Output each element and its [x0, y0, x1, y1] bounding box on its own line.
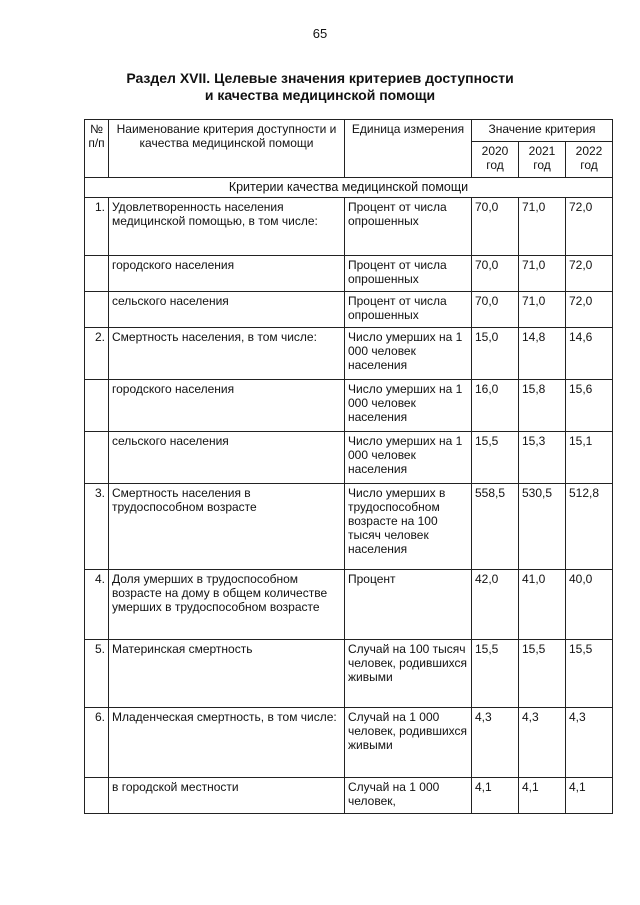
row-num: [85, 778, 109, 814]
row-value-2021: 4,1: [519, 778, 566, 814]
row-name: в городской местности: [109, 778, 345, 814]
row-value-2022: 4,1: [566, 778, 613, 814]
row-value-2020: 15,5: [472, 640, 519, 708]
row-name: городского населения: [109, 256, 345, 292]
row-value-2020: 70,0: [472, 256, 519, 292]
row-value-2022: 512,8: [566, 484, 613, 570]
page-number: 65: [312, 26, 328, 41]
row-value-2020: 16,0: [472, 380, 519, 432]
table-row: [85, 484, 613, 570]
row-value-2021: 4,3: [519, 708, 566, 778]
row-unit: Число умерших на 1 000 человек населения: [345, 380, 472, 432]
row-value-2022: 15,6: [566, 380, 613, 432]
row-value-2021: 15,3: [519, 432, 566, 484]
row-num: 4.: [85, 570, 109, 640]
row-value-2022: 15,1: [566, 432, 613, 484]
row-unit: Процент от числа опрошенных: [345, 292, 472, 328]
row-value-2021: 15,5: [519, 640, 566, 708]
table-row: [85, 640, 613, 708]
row-name: Смертность населения, в том числе:: [109, 328, 345, 380]
header-name: Наименование критерия доступности и качества медицинской помощи: [109, 120, 345, 178]
row-num: 1.: [85, 198, 109, 256]
row-value-2022: 72,0: [566, 292, 613, 328]
row-value-2021: 71,0: [519, 198, 566, 256]
row-value-2022: 14,6: [566, 328, 613, 380]
row-value-2020: 4,1: [472, 778, 519, 814]
row-num: [85, 292, 109, 328]
row-num: [85, 380, 109, 432]
row-value-2020: 4,3: [472, 708, 519, 778]
row-value-2022: 40,0: [566, 570, 613, 640]
table-row: [85, 778, 613, 814]
row-name: Материнская смертность: [109, 640, 345, 708]
table-row: [85, 292, 613, 328]
row-unit: Случай на 1 000 человек, родившихся живыми: [345, 708, 472, 778]
row-name: Смертность населения в трудоспособном возрасте: [109, 484, 345, 570]
row-num: 2.: [85, 328, 109, 380]
row-num: 5.: [85, 640, 109, 708]
header-unit: Единица измерения: [345, 120, 472, 178]
row-unit: Процент от числа опрошенных: [345, 198, 472, 256]
row-value-2020: 70,0: [472, 198, 519, 256]
row-num: [85, 432, 109, 484]
row-num: [85, 256, 109, 292]
section-title: [0, 70, 640, 104]
row-value-2022: 72,0: [566, 256, 613, 292]
row-value-2021: 41,0: [519, 570, 566, 640]
row-value-2022: 15,5: [566, 640, 613, 708]
row-name: Удовлетворенность населения медицинской помощью, в том числе:: [109, 198, 345, 256]
row-num: 6.: [85, 708, 109, 778]
section-heading: Критерии качества медицинской помощи: [85, 178, 613, 198]
row-name: сельского населения: [109, 432, 345, 484]
row-unit: Процент от числа опрошенных: [345, 256, 472, 292]
row-unit: Процент: [345, 570, 472, 640]
title-line-2: и качества медицинской помощи: [204, 87, 436, 103]
table-row: [85, 256, 613, 292]
row-name: Доля умерших в трудоспособном возрасте на дому в общем количестве умерших в трудоспособном возрасте: [109, 570, 345, 640]
row-value-2020: 15,0: [472, 328, 519, 380]
row-unit: Случай на 1 000 человек,: [345, 778, 472, 814]
row-value-2020: 70,0: [472, 292, 519, 328]
table-row: [85, 380, 613, 432]
row-unit: Случай на 100 тысяч человек, родившихся живыми: [345, 640, 472, 708]
row-value-2021: 71,0: [519, 256, 566, 292]
table-row: [85, 328, 613, 380]
row-name: городского населения: [109, 380, 345, 432]
row-unit: Число умерших на 1 000 человек населения: [345, 328, 472, 380]
criteria-table: [84, 119, 613, 814]
table-row: [85, 708, 613, 778]
row-value-2021: 14,8: [519, 328, 566, 380]
row-unit: Число умерших в трудоспособном возрасте на 100 тысяч человек населения: [345, 484, 472, 570]
row-name: Младенческая смертность, в том числе:: [109, 708, 345, 778]
row-value-2022: 72,0: [566, 198, 613, 256]
row-value-2021: 15,8: [519, 380, 566, 432]
row-value-2020: 558,5: [472, 484, 519, 570]
header-num: № п/п: [85, 120, 109, 178]
header-value: Значение критерия: [472, 120, 613, 142]
table-row: [85, 198, 613, 256]
header-year-2020: 2020 год: [472, 142, 519, 178]
table-row: [85, 570, 613, 640]
row-value-2020: 15,5: [472, 432, 519, 484]
header-year-2021: 2021 год: [519, 142, 566, 178]
row-value-2022: 4,3: [566, 708, 613, 778]
table-row: [85, 432, 613, 484]
header-year-2022: 2022 год: [566, 142, 613, 178]
row-value-2021: 530,5: [519, 484, 566, 570]
row-value-2021: 71,0: [519, 292, 566, 328]
row-unit: Число умерших на 1 000 человек населения: [345, 432, 472, 484]
title-line-1: Раздел XVII. Целевые значения критериев доступности: [126, 70, 514, 86]
row-name: сельского населения: [109, 292, 345, 328]
row-num: 3.: [85, 484, 109, 570]
row-value-2020: 42,0: [472, 570, 519, 640]
